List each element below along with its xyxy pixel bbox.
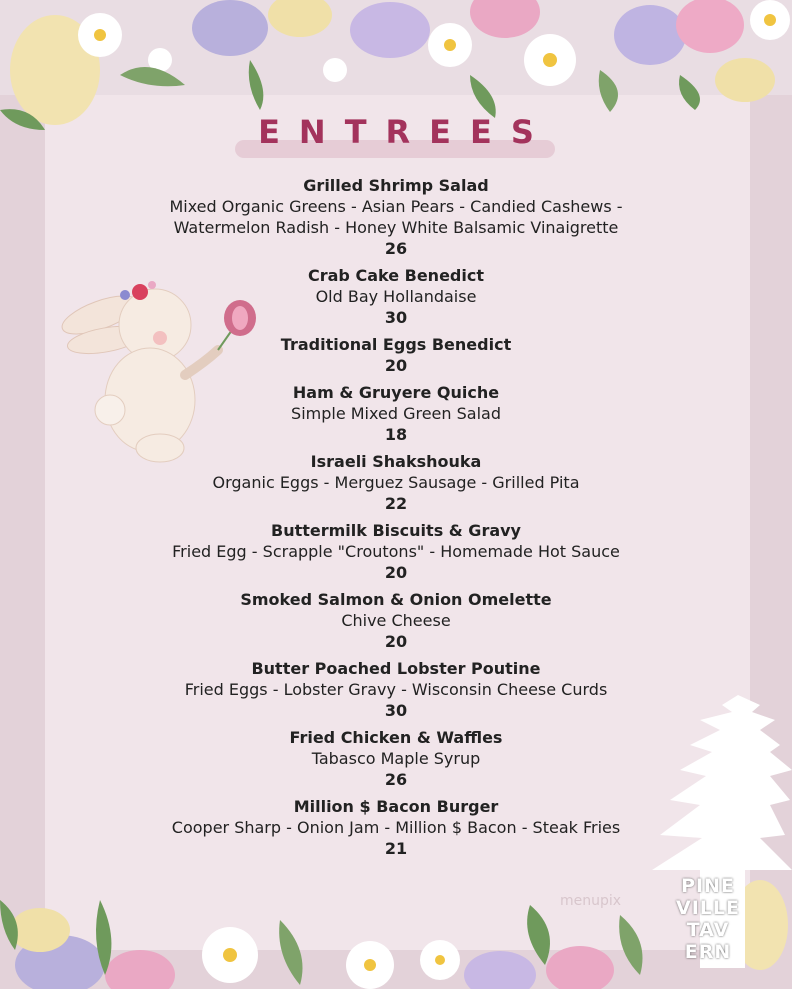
item-name: Crab Cake Benedict <box>308 266 484 285</box>
item-price: 21 <box>384 839 408 858</box>
item-name: Grilled Shrimp Salad <box>303 176 489 195</box>
logo-line: ERN <box>684 941 732 963</box>
item-description: Fried Eggs - Lobster Gravy - Wisconsin Cheese Curds <box>184 680 608 699</box>
item-name: Buttermilk Biscuits & Gravy <box>271 521 521 540</box>
menu-item <box>0 520 792 583</box>
item-description: Simple Mixed Green Salad <box>291 404 501 423</box>
item-description: Tabasco Maple Syrup <box>311 749 481 768</box>
logo-line: VILLE <box>676 897 740 919</box>
item-price: 30 <box>384 701 408 720</box>
logo-line: PINE <box>681 875 735 897</box>
menu-item <box>0 589 792 652</box>
item-description: Mixed Organic Greens - Asian Pears - Candied Cashews - <box>169 197 623 216</box>
item-name: Butter Poached Lobster Poutine <box>251 659 541 678</box>
item-name: Ham & Gruyere Quiche <box>292 383 500 402</box>
item-name: Fried Chicken & Waffles <box>289 728 503 747</box>
menu-item <box>0 658 792 721</box>
item-description: Organic Eggs - Merguez Sausage - Grilled Pita <box>212 473 580 492</box>
item-description: Chive Cheese <box>341 611 451 630</box>
item-name: Israeli Shakshouka <box>310 452 482 471</box>
logo-line: TAV <box>686 919 730 941</box>
top-garland <box>0 0 792 130</box>
page-title: ENTREES <box>258 113 553 151</box>
item-price: 18 <box>384 425 408 444</box>
item-description: Watermelon Radish - Honey White Balsamic Vinaigrette <box>173 218 619 237</box>
menu-item <box>0 334 792 376</box>
item-description: Fried Egg - Scrapple "Croutons" - Homemade Hot Sauce <box>172 542 620 561</box>
item-description: Cooper Sharp - Onion Jam - Million $ Bacon - Steak Fries <box>171 818 621 837</box>
menu-item <box>0 796 792 859</box>
watermark: menupix <box>560 893 622 909</box>
menu-item <box>0 265 792 328</box>
item-name: Traditional Eggs Benedict <box>280 335 512 354</box>
menu-item <box>0 451 792 514</box>
item-price: 20 <box>384 563 408 582</box>
pineville-tavern-logo <box>668 875 748 963</box>
item-price: 22 <box>384 494 408 513</box>
entrees-list <box>0 175 792 865</box>
item-name: Smoked Salmon & Onion Omelette <box>240 590 552 609</box>
menu-item <box>0 727 792 790</box>
item-description: Old Bay Hollandaise <box>315 287 477 306</box>
menu-item <box>0 382 792 445</box>
item-price: 26 <box>384 770 408 789</box>
item-price: 20 <box>384 632 408 651</box>
item-price: 26 <box>384 239 408 258</box>
item-price: 20 <box>384 356 408 375</box>
menu-item <box>0 175 792 259</box>
item-name: Million $ Bacon Burger <box>293 797 499 816</box>
item-price: 30 <box>384 308 408 327</box>
